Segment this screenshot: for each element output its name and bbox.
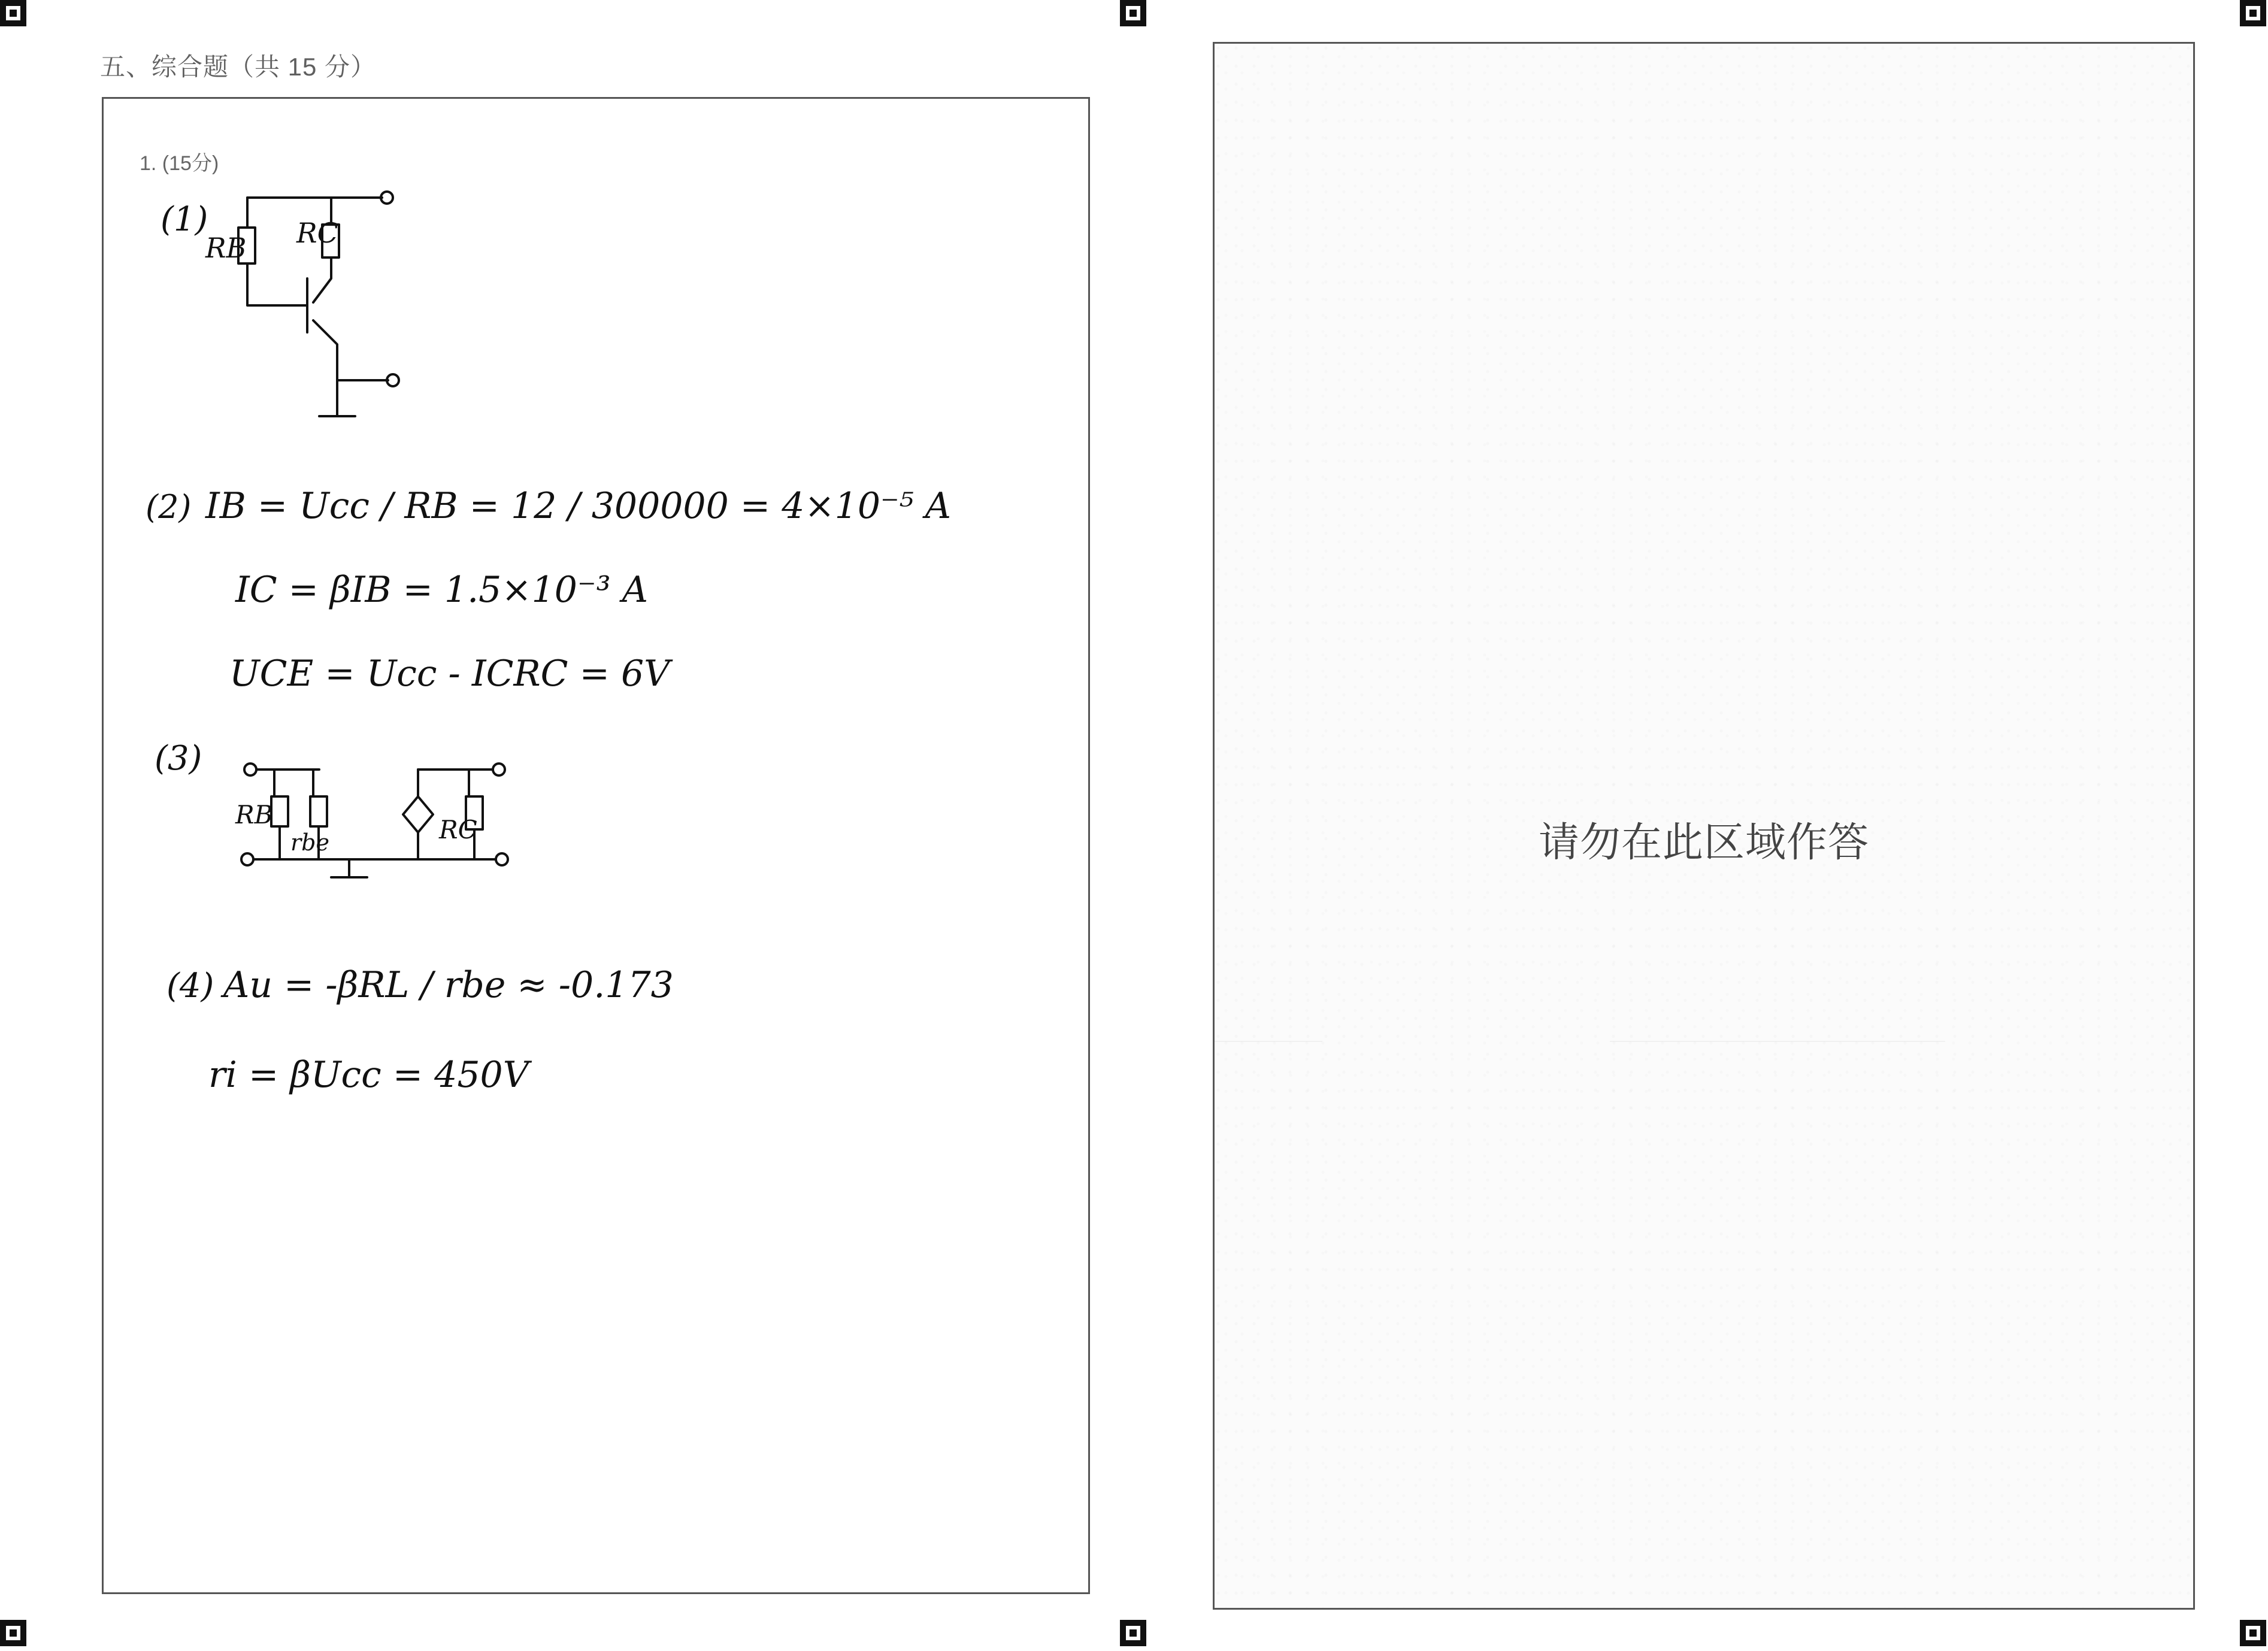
part1-label: (1)	[161, 200, 208, 239]
answer-box	[102, 97, 1090, 1594]
part3-rc-label: RC	[439, 815, 477, 844]
scan-mark	[1215, 1041, 1322, 1042]
uce-formula: UCE = Ucc - ICRC = 6V	[229, 653, 670, 695]
ri-formula: ri = βUcc = 450V	[208, 1054, 529, 1096]
au-formula: Au = -βRL / rbe ≈ -0.173	[223, 964, 674, 1006]
scan-mark	[1610, 1041, 1945, 1042]
restricted-answer-area	[1213, 42, 2195, 1610]
fiducial-marker	[1120, 0, 1146, 26]
rb-label: RB	[205, 232, 247, 264]
fiducial-marker	[0, 0, 26, 26]
rc-label: RC	[296, 217, 338, 249]
part4-label: (4)	[166, 967, 214, 1005]
restricted-area-text: 请勿在此区域作答	[1538, 820, 1869, 865]
part3-rbe-label: rbe	[290, 829, 329, 856]
part3-label: (3)	[155, 739, 202, 778]
part3-rb-label: RB	[235, 800, 273, 829]
ib-formula: IB = Ucc / RB = 12 / 300000 = 4×10⁻⁵ A	[205, 485, 952, 527]
question-label: 1. (15分)	[140, 152, 219, 175]
fiducial-marker	[1120, 1620, 1146, 1646]
handwritten-answer	[104, 99, 1092, 1596]
fiducial-marker	[2240, 1620, 2266, 1646]
part2-label: (2)	[146, 488, 192, 526]
fiducial-marker	[0, 1620, 26, 1646]
fiducial-marker	[2240, 0, 2266, 26]
ic-formula: IC = βIB = 1.5×10⁻³ A	[235, 569, 649, 611]
section-title: 五、综合题（共 15 分）	[100, 53, 377, 81]
